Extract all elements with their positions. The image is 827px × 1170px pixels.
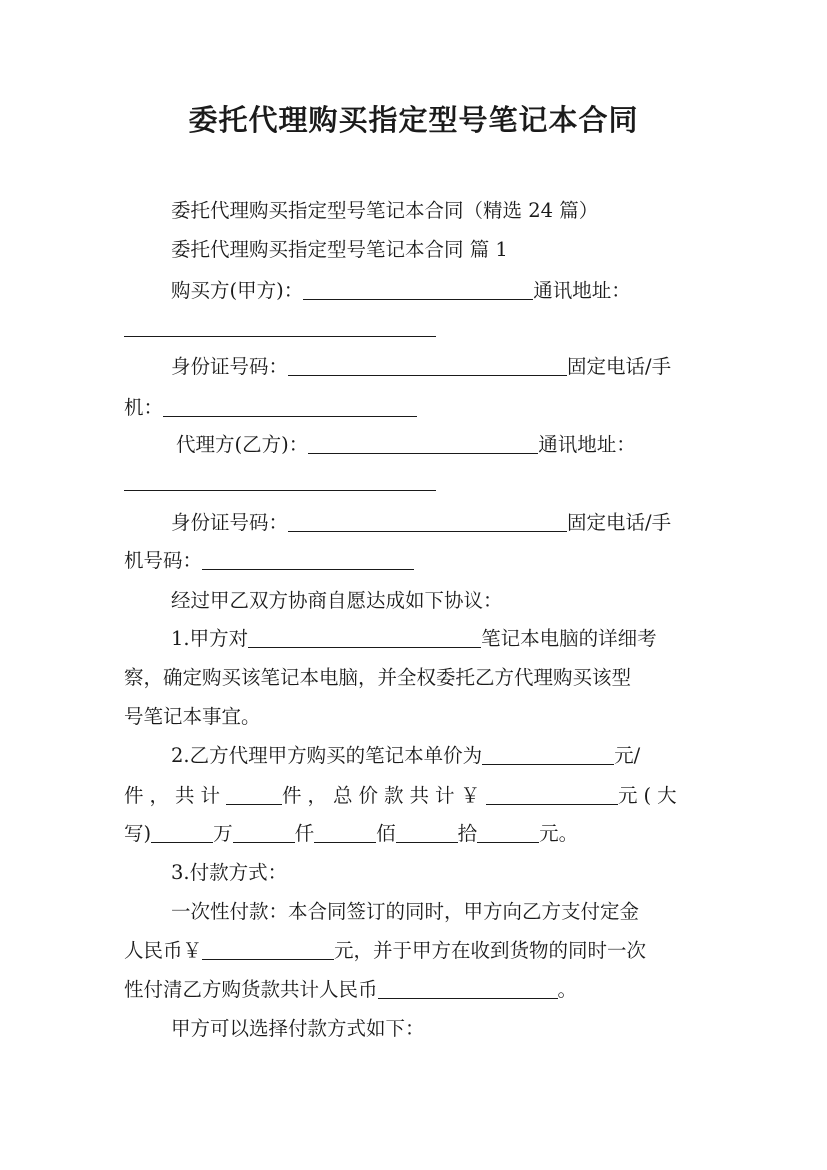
clause3-text-e: 。: [557, 978, 578, 1001]
document-subtitle: 委托代理购买指定型号笔记本合同（精选 24 篇）: [171, 199, 599, 222]
agreement-intro: 经过甲乙双方协商自愿达成如下协议：: [171, 589, 503, 612]
buyer-phone-line: [124, 396, 827, 420]
total-price-blank: [486, 784, 618, 805]
clause2-text-f: 写): [124, 822, 152, 845]
agent-address-blank: [124, 470, 436, 491]
buyer-phone-label: 固定电话/手: [567, 355, 672, 378]
shi-blank: [396, 822, 458, 843]
clause3-line3: [124, 978, 827, 1002]
wan-blank: [151, 822, 213, 843]
buyer-id-label: 身份证号码：: [171, 355, 289, 378]
clause2-text-k: 元。: [539, 822, 579, 845]
deposit-blank: [202, 939, 334, 960]
clause1-model-blank: [248, 627, 481, 648]
buyer-phone-label-cont: 机：: [124, 396, 164, 419]
agent-phone-label: 固定电话/手: [567, 511, 672, 534]
clause2-text-h: 仟: [294, 822, 315, 845]
buyer-address-line: [124, 316, 827, 340]
clause2-text-j: 拾: [457, 822, 478, 845]
clause2-text-d: 件，总价款共计￥: [282, 784, 487, 807]
clause1-line2: 察，确定购买该笔记本电脑，并全权委托乙方代理购买该型: [124, 666, 632, 689]
clause3-line2: [124, 939, 827, 963]
agent-label: 代理方(乙方)：: [176, 433, 309, 456]
buyer-phone-blank: [163, 396, 417, 417]
agent-id-label: 身份证号码：: [171, 511, 289, 534]
clause1-text-b: 笔记本电脑的详细考: [481, 627, 657, 650]
agent-name-blank: [308, 433, 538, 454]
clause3-heading: 3.付款方式：: [171, 861, 288, 884]
buyer-address-blank: [124, 316, 436, 337]
section-heading: 委托代理购买指定型号笔记本合同 篇 1: [171, 238, 508, 261]
agent-phone-label-cont: 机号码：: [124, 549, 203, 572]
clause2-line2: [124, 784, 827, 808]
agent-phone-line: [124, 549, 827, 573]
clause3-text-b: 人民币￥: [124, 939, 203, 962]
agent-id-blank: [288, 511, 567, 532]
clause3-line1: 一次性付款：本合同签订的同时，甲方向乙方支付定金: [171, 900, 640, 923]
document-title: 委托代理购买指定型号笔记本合同: [188, 103, 639, 137]
bai-blank: [314, 822, 376, 843]
payment-options-intro: 甲方可以选择付款方式如下：: [171, 1017, 425, 1040]
buyer-id-blank: [288, 355, 567, 376]
clause2-text-i: 佰: [376, 822, 396, 845]
agent-address-line: [124, 470, 827, 494]
agent-id-line: [171, 511, 827, 535]
clause1-line1: [171, 627, 827, 651]
clause3-text-d: 性付清乙方购货款共计人民币: [124, 978, 378, 1001]
clause2-text-c: 件，共计: [124, 784, 227, 807]
buyer-address-label: 通讯地址：: [533, 279, 631, 302]
clause2-text-e: 元(大: [618, 784, 683, 807]
clause3-text-c: 元，并于甲方在收到货物的同时一次: [334, 939, 647, 962]
clause1-text-a: 1.甲方对: [171, 627, 249, 650]
clause2-line3: [124, 822, 827, 846]
agent-line: [176, 433, 827, 457]
buyer-id-line: [171, 355, 827, 379]
qian-blank: [233, 822, 295, 843]
buyer-label: 购买方(甲方)：: [171, 279, 304, 302]
yuan-blank: [477, 822, 539, 843]
clause2-line1: [171, 744, 827, 768]
clause2-text-b: 元/: [614, 744, 641, 767]
buyer-name-blank: [303, 279, 533, 300]
agent-phone-blank: [202, 549, 414, 570]
quantity-blank: [226, 784, 282, 805]
clause2-text-a: 2.乙方代理甲方购买的笔记本单价为: [171, 744, 483, 767]
unit-price-blank: [482, 744, 614, 765]
payment-total-blank: [378, 978, 558, 999]
buyer-line: [171, 279, 827, 303]
clause2-text-g: 万: [213, 822, 233, 845]
agent-address-label: 通讯地址：: [538, 433, 636, 456]
clause1-line3: 号笔记本事宜。: [124, 705, 261, 728]
